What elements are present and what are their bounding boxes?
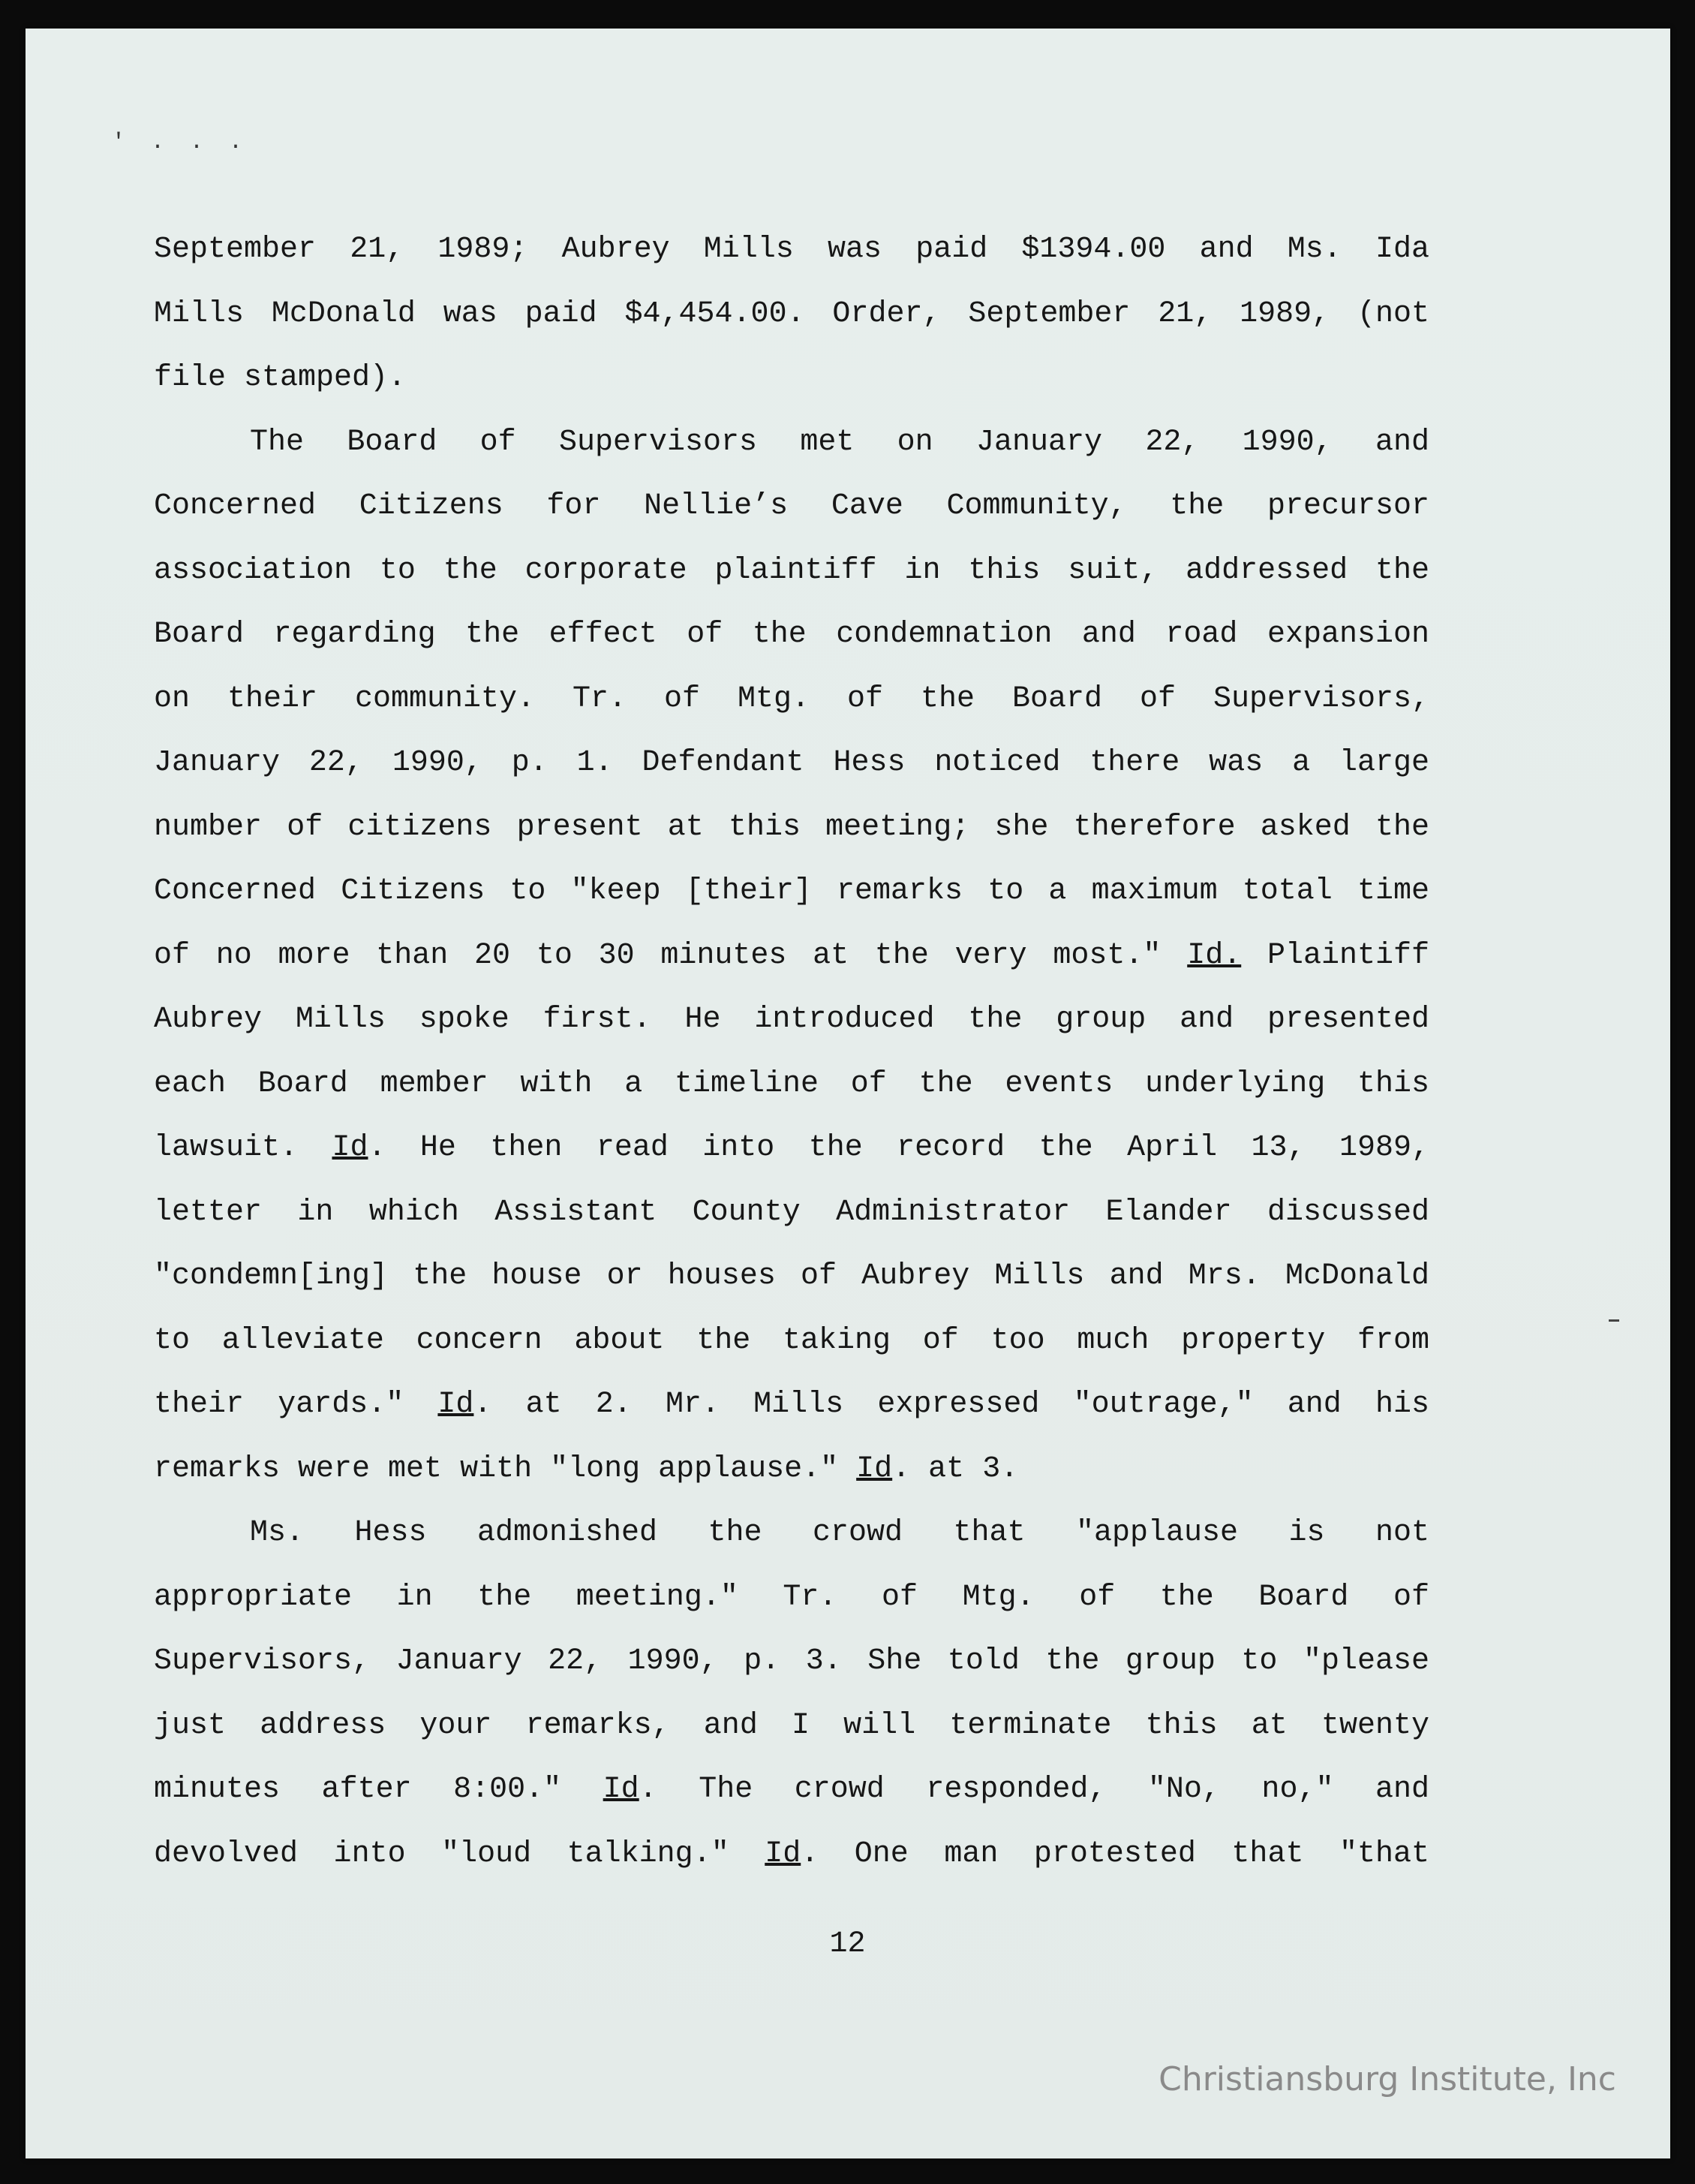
- text-line: [154, 1822, 1429, 1887]
- body-text: [154, 218, 1429, 1886]
- text-line: [154, 1437, 1429, 1502]
- text-segment: Plaintiff: [1241, 938, 1430, 973]
- text-line: Board regarding the effect of the condemnation and road expansion: [154, 618, 1429, 651]
- citation-id: Id: [332, 1131, 368, 1165]
- text-line: The Board of Supervisors met on January 22, 1990, and: [250, 425, 1429, 459]
- text-segment: . One man protested that "that: [801, 1837, 1429, 1871]
- text-segment: devolved into "loud talking.": [154, 1837, 765, 1871]
- text-line: Aubrey Mills spoke first. He introduced the group and presented: [154, 1003, 1429, 1036]
- text-line: Concerned Citizens for Nellie’s Cave Community, the precursor: [154, 489, 1429, 523]
- citation-id: Id: [437, 1388, 474, 1421]
- text-segment: . at 2. Mr. Mills expressed "outrage," and his: [473, 1388, 1429, 1421]
- text-segment: lawsuit.: [154, 1131, 332, 1165]
- text-line: Ms. Hess admonished the crowd that "applause is not: [250, 1516, 1429, 1550]
- text-line: just address your remarks, and I will terminate this at twenty: [154, 1708, 1429, 1743]
- text-line: Mills McDonald was paid $4,454.00. Order, September 21, 1989, (not: [154, 296, 1429, 331]
- citation-id: Id: [856, 1451, 893, 1486]
- text-line: number of citizens present at this meeting; she therefore asked the: [154, 810, 1429, 844]
- text-line: Concerned Citizens to "keep [their] remarks to a maximum total time: [154, 874, 1429, 908]
- text-segment: . He then read into the record the April 13, 1989,: [368, 1131, 1429, 1165]
- scan-specks: ' . . .: [112, 130, 249, 155]
- text-line: file stamped).: [154, 361, 407, 395]
- text-line: [154, 924, 1429, 988]
- citation-id: Id: [603, 1773, 639, 1806]
- watermark: Christiansburg Institute, Inc: [1159, 2060, 1616, 2098]
- text-line: each Board member with a timeline of the events underlying this: [154, 1066, 1429, 1101]
- text-line: letter in which Assistant County Administrator Elander discussed: [154, 1195, 1429, 1229]
- citation-id: Id: [765, 1837, 801, 1871]
- text-segment: . The crowd responded, "No, no," and: [639, 1773, 1429, 1806]
- text-line: Supervisors, January 22, 1990, p. 3. She told the group to "please: [154, 1644, 1429, 1678]
- citation-id: Id.: [1187, 938, 1242, 973]
- text-line: [154, 1758, 1429, 1822]
- text-line: appropriate in the meeting." Tr. of Mtg. of the Board of: [154, 1580, 1429, 1614]
- text-line: [154, 1373, 1429, 1437]
- text-line: January 22, 1990, p. 1. Defendant Hess noticed there was a large: [154, 746, 1429, 780]
- text-line: "condemn[ing] the house or houses of Aubrey Mills and Mrs. McDonald: [154, 1259, 1429, 1293]
- text-segment: minutes after 8:00.": [154, 1773, 603, 1806]
- text-segment: remarks were met with "long applause.": [154, 1451, 857, 1486]
- text-line: on their community. Tr. of Mtg. of the Board of Supervisors,: [154, 681, 1429, 716]
- text-line: [154, 1116, 1429, 1181]
- scan-mark: [1609, 1319, 1619, 1322]
- text-segment: . at 3.: [892, 1451, 1019, 1486]
- text-line: to alleviate concern about the taking of too much property from: [154, 1323, 1429, 1358]
- text-segment: their yards.": [154, 1388, 438, 1421]
- text-segment: of no more than 20 to 30 minutes at the very most.": [154, 938, 1188, 973]
- text-line: association to the corporate plaintiff in this suit, addressed the: [154, 553, 1429, 588]
- page-number: 12: [829, 1927, 866, 1961]
- text-line: September 21, 1989; Aubrey Mills was paid $1394.00 and Ms. Ida: [154, 233, 1429, 266]
